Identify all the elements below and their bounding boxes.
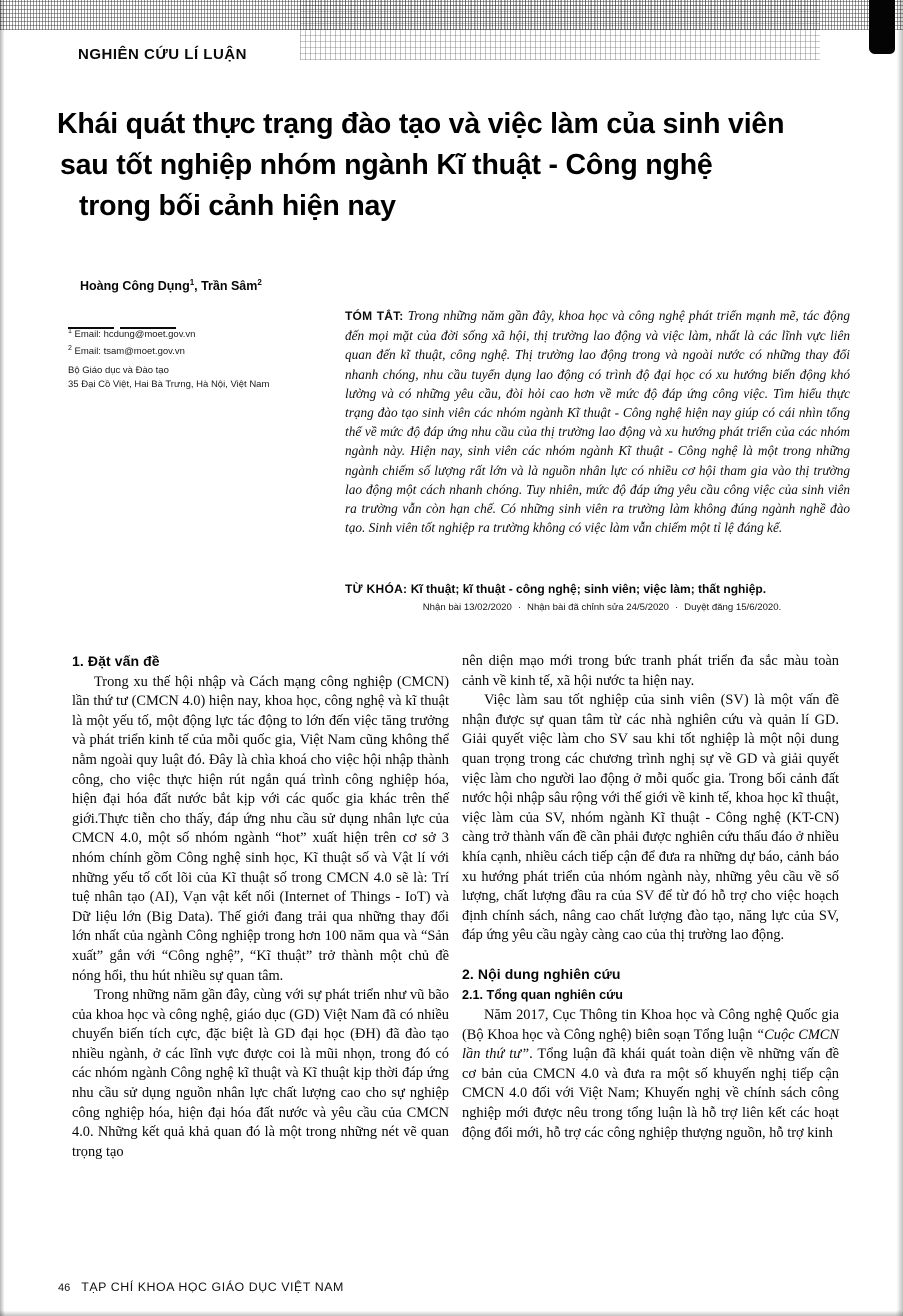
author-2-name: , Trần Sâm bbox=[194, 279, 258, 294]
date-accepted: Duyệt đăng 15/6/2020. bbox=[684, 602, 782, 613]
overview-text-a: Năm 2017, Cục Thông tin Khoa học và Công nghệ Quốc gia (Bộ Khoa học và Công nghệ) biên soạn Tổng luận bbox=[462, 1007, 839, 1043]
scan-speckle-artifact bbox=[300, 0, 820, 60]
keywords-text: Kĩ thuật; kĩ thuật - công nghệ; sinh viên; việc làm; thất nghiệp. bbox=[410, 582, 767, 596]
page-number: 46 bbox=[58, 1282, 71, 1294]
paragraph-intro-1-continued: nên diện mạo mới trong bức tranh phát triển đa sắc màu toàn cảnh về kinh tế, xã hội nước ta hiện nay. bbox=[462, 653, 839, 689]
scan-edge-shadow-bottom bbox=[0, 1310, 903, 1316]
body-column-right bbox=[462, 652, 839, 1143]
subsection-heading-2-1: 2.1. Tổng quan nghiên cứu bbox=[462, 987, 623, 1002]
author-byline bbox=[80, 278, 262, 293]
overview-title-emphasis: “Cuộc CMCN lần thứ tư” bbox=[462, 1026, 840, 1063]
section-gap bbox=[462, 946, 839, 965]
date-separator-2: · bbox=[674, 602, 679, 613]
date-revised: Nhận bài đã chỉnh sửa 24/5/2020 bbox=[527, 602, 669, 613]
keywords-block bbox=[345, 582, 850, 596]
page-footer bbox=[58, 1280, 344, 1294]
scan-edge-shadow-left bbox=[0, 0, 5, 1316]
email-2-marker: 2 bbox=[68, 344, 72, 352]
paragraph-intro-1: Trong xu thế hội nhập và Cách mạng công nghiệp (CMCN) lần thứ tư (CMCN 4.0) hiện nay, khoa học, công nghệ và kĩ thuật là một yếu tố, một động lực tác động to lớn đến việc tăng trưởng và phát triển kinh tế của mỗi quốc gia, Việt Nam cũng không thể nằm ngoài quy luật đó. Đây là chìa khoá cho việc hội nhập thành công, cho việc thực hiện rút ngắn quá trình công nghiệp hóa, hiện đại hóa đất nước bắt kịp với các quốc gia khác trên thế giới.Thực tiễn cho thấy, đáp ứng nhu cầu sử dụng nhân lực của CMCN 4.0, một số nhóm ngành “hot” xuất hiện trên cơ sở 3 nhóm chính gồm Công nghệ sinh học, Kĩ thuật số và Vật lí với những yếu tố cốt lõi của Kĩ thuật số trong CMCN 4.0 sẽ là: Trí tuệ nhân tạo (AI), Vạn vật kết nối (Internet of Things - IoT) và Dữ liệu lớn (Big Data). Thế giới đang trải qua những thay đổi lớn nhất của ngành Công nghiệp trong hơn 100 năm qua và “Sản xuất” gắn với “Công nghệ”, “Kĩ thuật” trở thành một chủ đề nóng hổi, thu hút nhiều sự quan tâm. bbox=[72, 673, 449, 984]
author-1-email: Email: hcdung@moet.gov.vn bbox=[74, 329, 196, 341]
keywords-label: TỪ KHÓA: bbox=[345, 582, 408, 596]
email-1-marker: 1 bbox=[68, 328, 72, 335]
abstract-block bbox=[345, 306, 850, 537]
author-2-email: Email: tsam@moet.gov.vn bbox=[74, 345, 185, 357]
scan-black-bar-artifact bbox=[869, 0, 895, 54]
abstract-label: TÓM TẮT: bbox=[345, 309, 404, 323]
body-column-left bbox=[72, 652, 449, 1162]
article-title bbox=[57, 104, 857, 227]
paragraph-overview bbox=[462, 1006, 839, 1143]
section-heading-1: 1. Đặt vấn đề bbox=[72, 653, 160, 669]
scan-edge-shadow-right bbox=[896, 0, 903, 1316]
paragraph-intro-2: Trong những năm gần đây, cùng với sự phát triển như vũ bão của khoa học và công nghệ, giáo dục (GD) Việt Nam đã có nhiều chuyển biến tích cực, đặc biệt là GD đại học (ĐH) đã đào tạo nhiều ngành, ở các lĩnh vực được coi là mũi nhọn, trong đó có các nhóm ngành Công nghệ kĩ thuật và Kĩ thuật kịp thời đáp ứng nhu cầu sử dụng nguồn nhân lực chất lượng cao cho sự nghiệp công nghiệp hóa, hiện đại hóa đất nước và yêu cầu của CMCN 4.0. Những kết quả khả quan đó là một trong những nét vẽ quan trọng tạo bbox=[72, 987, 449, 1160]
organization-address: 35 Đại Cồ Việt, Hai Bà Trưng, Hà Nội, Việt Nam bbox=[68, 378, 270, 390]
author-1-name: Hoàng Công Dụng bbox=[80, 279, 190, 294]
title-line-3: trong bối cảnh hiện nay bbox=[79, 190, 396, 222]
submission-dates bbox=[352, 602, 852, 613]
journal-name: TẠP CHÍ KHOA HỌC GIÁO DỤC VIỆT NAM bbox=[81, 1280, 344, 1294]
abstract-text: Trong những năm gần đây, khoa học và công nghệ phát triển mạnh mẽ, tác động đến mọi mặt của đời sống xã hội, thị trường lao động và việc làm, nhất là các lĩnh vực liên quan đến kĩ thuật, công nghệ. Thị trường lao động trong và ngoài nước có những thay đổi nhanh chóng, nhu cầu tuyển dụng lao động có trình độ đại học có xu hướng biến động khó lường và có những yêu cầu, đòi hỏi cao hơn về mức độ đáp ứng công việc. Tìm hiểu thực trạng đào tạo sinh viên các nhóm ngành Kĩ thuật - Công nghệ hiện nay giúp có cái nhìn tổng thể về mức độ đáp ứng nhu cầu của thị trường lao động và xu hướng phát triển của các nhóm ngành này. Hiện nay, sinh viên các nhóm ngành Kĩ thuật - Công nghệ là một trong những ngành chiếm số lượng rất lớn và là nguồn nhân lực có nhiều cơ hội tham gia vào thị trường lao động một cách nhanh chóng. Tuy nhiên, mức độ đáp ứng yêu cầu công việc của sinh viên ra trường vẫn còn hạn chế. Có những sinh viên ra trường làm không đúng ngành nghề đào tạo. Sinh viên tốt nghiệp ra trường không có việc làm vẫn chiếm một tỉ lệ đáng kể. bbox=[345, 308, 850, 536]
author-2-marker: 2 bbox=[257, 278, 262, 287]
date-received: Nhận bài 13/02/2020 bbox=[422, 602, 512, 613]
affiliation-block bbox=[68, 325, 318, 391]
overview-text-b: . Tổng luận đã khái quát toàn diện về những vấn đề cơ bản của CMCN 4.0 và đưa ra một số khuyến nghị tiếp cận CMCN 4.0 đối với Việt Nam; Khuyến nghị về chính sách công nghiệp mới được nêu trong tổng luận là hỗ trợ liên kết các hoạt động đổi mới, hỗ trợ các công nghiệp thượng nguồn, hỗ trợ kinh bbox=[462, 1046, 839, 1141]
title-line-2: sau tốt nghiệp nhóm ngành Kĩ thuật - Công nghệ bbox=[60, 149, 713, 181]
date-separator-1: · bbox=[517, 602, 522, 613]
section-heading-2: 2. Nội dung nghiên cứu bbox=[462, 965, 621, 982]
title-line-1: Khái quát thực trạng đào tạo và việc làm của sinh viên bbox=[57, 108, 785, 140]
author-1-marker: 1 bbox=[189, 278, 195, 287]
running-head: NGHIÊN CỨU LÍ LUẬN bbox=[78, 46, 247, 63]
author-2-email-line bbox=[68, 342, 318, 359]
author-1-email-line bbox=[68, 325, 318, 342]
organization-name: Bộ Giáo dục và Đào tạo bbox=[68, 365, 169, 377]
paragraph-employment: Việc làm sau tốt nghiệp của sinh viên (SV) là một vấn đề nhận được sự quan tâm từ các nhà nghiên cứu và quản lí GD. Giải quyết việc làm cho SV sau khi tốt nghiệp là một nội dung quan trọng trong các chương trình nghị sự về GD và giải quyết việc làm cho người lao động ở mỗi quốc gia. Trong bối cảnh đất nước hội nhập sâu rộng với thế giới về kinh tế, khoa học kĩ thuật, việc làm của SV, nhóm ngành Kĩ thuật - Công nghệ (KT-CN) càng trở thành vấn đề cần phải được nghiên cứu thấu đáo ở nhiều khía cạnh, nhiều cách tiếp cận để đưa ra những dự báo, cảnh báo xu hướng phát triển của nhóm ngành này, những yêu cầu về số lượng, chất lượng đầu ra của SV để từ đó hỗ trợ cho việc hoạch định chính sách, nâng cao chất lượng đào tạo, năng lực của SV, đáp ứng yêu cầu ngày càng cao của thị trường lao động. bbox=[462, 692, 839, 944]
